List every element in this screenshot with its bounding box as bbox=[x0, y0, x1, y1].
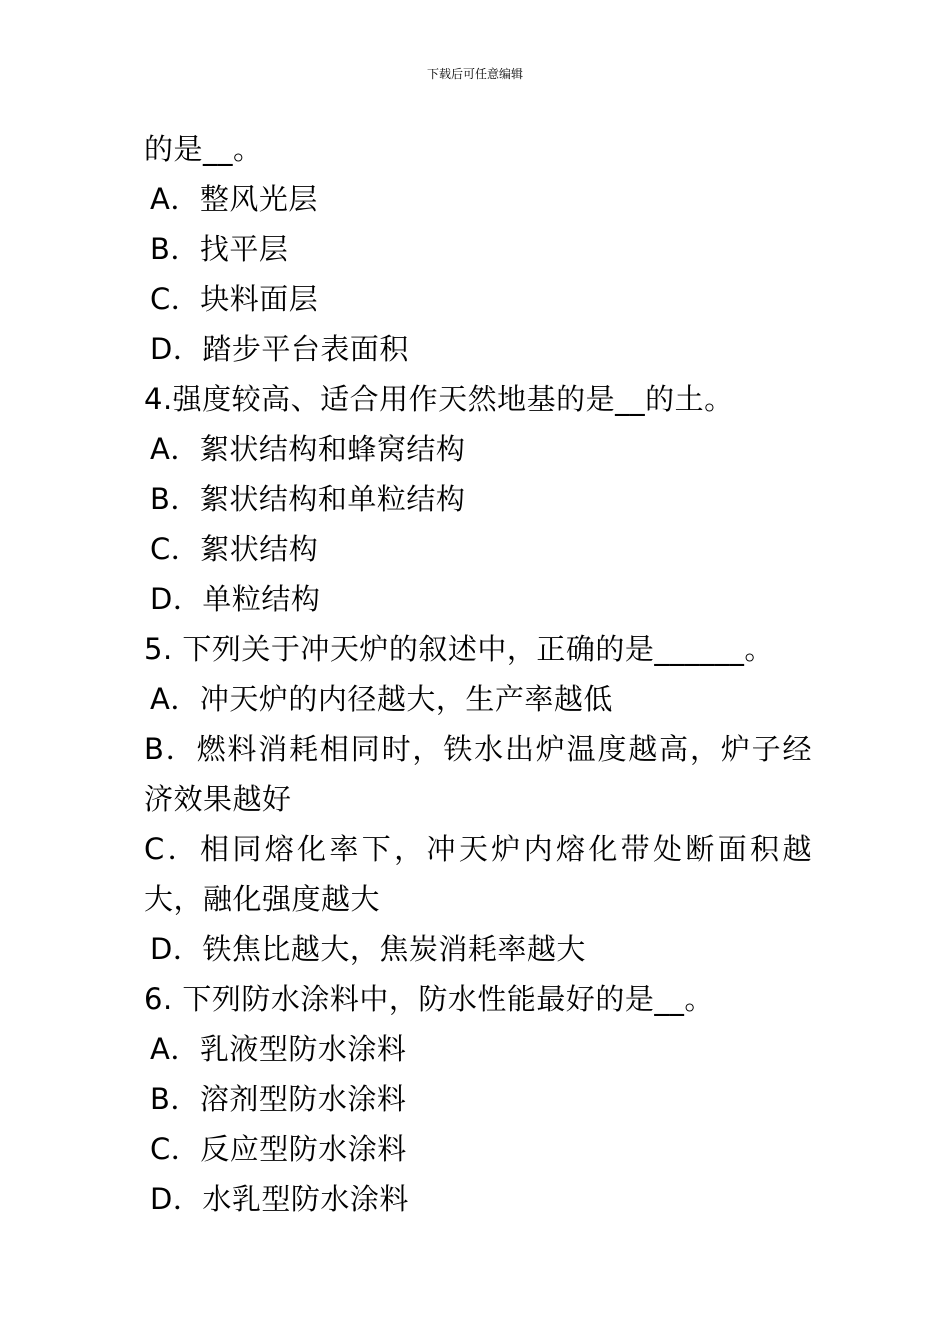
option-d: D．水乳型防水涂料 bbox=[150, 1182, 409, 1216]
option-b: B．找平层 bbox=[150, 232, 289, 266]
option-b: B．溶剂型防水涂料 bbox=[150, 1082, 407, 1116]
document-body bbox=[144, 124, 812, 1224]
option-d: D．铁焦比越大，焦炭消耗率越大 bbox=[150, 932, 586, 966]
option-c: C．反应型防水涂料 bbox=[150, 1132, 407, 1166]
option-d: D．单粒结构 bbox=[150, 582, 321, 616]
option-d: D．踏步平台表面积 bbox=[150, 332, 409, 366]
option-a: A．絮状结构和蜂窝结构 bbox=[150, 432, 466, 466]
option-a: A．冲天炉的内径越大，生产率越低 bbox=[150, 682, 613, 716]
question-line: 的是__。 bbox=[144, 132, 263, 166]
question-5: 5. 下列关于冲天炉的叙述中，正确的是______。 bbox=[144, 632, 774, 666]
option-b: B．燃料消耗相同时，铁水出炉温度越高，炉子经济效果越好 bbox=[144, 732, 812, 816]
option-c: C．絮状结构 bbox=[150, 532, 319, 566]
option-c: C．块料面层 bbox=[150, 282, 319, 316]
question-4: 4.强度较高、适合用作天然地基的是__的土。 bbox=[144, 382, 734, 416]
option-b: B．絮状结构和单粒结构 bbox=[150, 482, 466, 516]
option-a: A．乳液型防水涂料 bbox=[150, 1032, 407, 1066]
question-6: 6. 下列防水涂料中，防水性能最好的是__。 bbox=[144, 982, 714, 1016]
page-header: 下载后可任意编辑 bbox=[426, 67, 523, 81]
option-c: C．相同熔化率下，冲天炉内熔化带处断面积越大，融化强度越大 bbox=[144, 832, 812, 916]
option-a: A．整风光层 bbox=[150, 182, 318, 216]
